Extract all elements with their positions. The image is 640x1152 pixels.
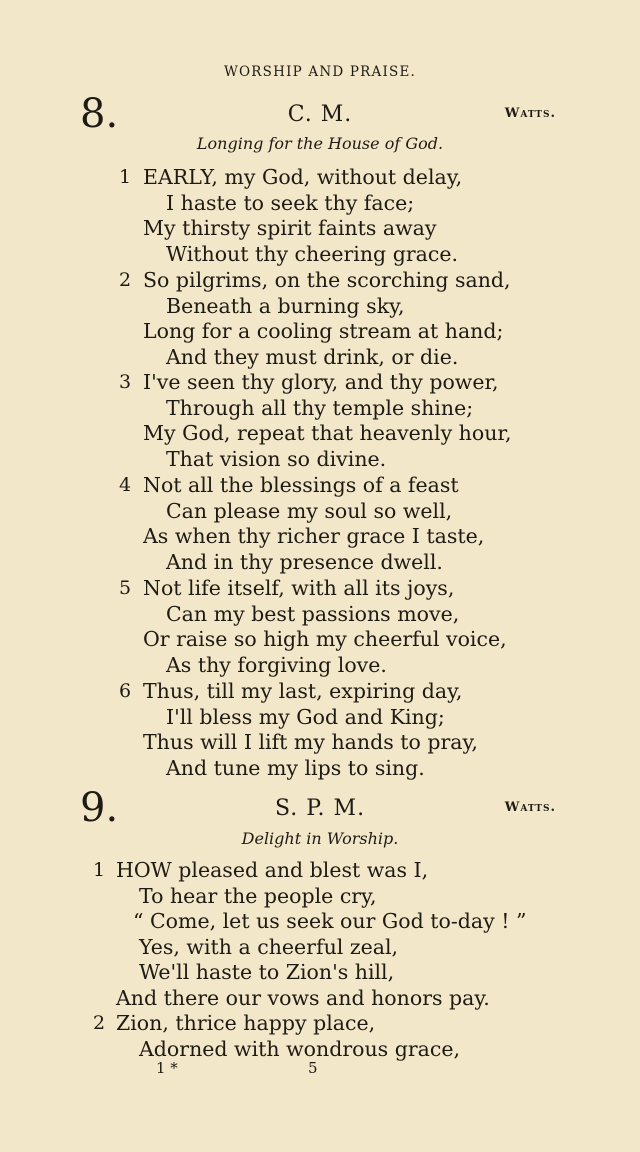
- verse-line: EARLY, my God, without delay,: [143, 165, 463, 189]
- verse-line: To hear the people cry,: [139, 883, 377, 908]
- hymn-subtitle: Longing for the House of God.: [196, 134, 444, 153]
- verse-line: And in thy presence dwell.: [166, 549, 443, 574]
- verse-line: Beneath a burning sky,: [166, 293, 405, 318]
- verse-line: Through all thy temple shine;: [166, 395, 474, 420]
- hymn-author: Watts.: [504, 106, 556, 121]
- stanza-number: 3: [119, 371, 132, 393]
- verse-line: I've seen thy glory, and thy power,: [143, 370, 499, 394]
- verse-line: My God, repeat that heavenly hour,: [143, 421, 512, 445]
- verse-line: Can please my soul so well,: [166, 498, 453, 523]
- stanza: [0, 473, 640, 575]
- stanza-number: 1: [93, 859, 106, 881]
- verse-line: I'll bless my God and King;: [166, 704, 445, 729]
- page-number: 5: [308, 1059, 318, 1077]
- page-footer: [0, 1059, 640, 1083]
- verse-line: Not all the blessings of a feast: [143, 473, 459, 497]
- verse-line: And they must drink, or die.: [166, 344, 459, 369]
- verse-line: Without thy cheering grace.: [166, 241, 458, 266]
- verse-line: Zion, thrice happy place,: [116, 1011, 376, 1035]
- verse-line: HOW pleased and blest was I,: [116, 858, 429, 882]
- stanza-number: 2: [119, 269, 132, 291]
- verse-line: Not life itself, with all its joys,: [143, 576, 455, 600]
- hymn-subtitle: Delight in Worship.: [241, 829, 399, 848]
- stanza: [0, 370, 640, 472]
- stanza-number: 1: [119, 166, 132, 188]
- stanza: [0, 268, 640, 370]
- stanza-number: 5: [119, 577, 132, 599]
- verse-line: Or raise so high my cheerful voice,: [143, 627, 507, 651]
- stanza: [0, 679, 640, 781]
- verse-line: Can my best passions move,: [166, 601, 460, 626]
- verse-line: Thus, till my last, expiring day,: [143, 679, 463, 703]
- verse-line: Yes, with a cheerful zeal,: [139, 934, 399, 959]
- stanza-number: 4: [119, 474, 132, 496]
- hymn-number: 8.: [80, 91, 119, 137]
- verse-line: Long for a cooling stream at hand;: [143, 319, 504, 343]
- stanza: [0, 165, 640, 267]
- verse-line: That vision so divine.: [166, 446, 387, 471]
- stanza: [0, 1011, 640, 1062]
- verse-line: As thy forgiving love.: [166, 652, 387, 677]
- hymn-meter: C. M.: [287, 102, 353, 127]
- verse-line: And tune my lips to sing.: [166, 755, 425, 780]
- verse-line: We'll haste to Zion's hill,: [139, 960, 395, 984]
- verse-line: I haste to seek thy face;: [166, 190, 415, 215]
- stanza: [0, 576, 640, 678]
- verse-line: Adorned with wondrous grace,: [139, 1036, 460, 1061]
- hymn-number: 9.: [80, 785, 119, 831]
- verse-line: “ Come, let us seek our God to-day ! ”: [133, 909, 527, 933]
- stanza-number: 2: [93, 1012, 106, 1034]
- verse-line: My thirsty spirit faints away: [143, 216, 437, 240]
- verse-line: As when thy richer grace I taste,: [143, 524, 485, 548]
- running-head: WORSHIP AND PRAISE.: [223, 64, 417, 80]
- stanza-number: 6: [119, 680, 132, 702]
- verse-line: And there our vows and honors pay.: [116, 985, 490, 1010]
- hymn-meter: S. P. M.: [274, 796, 366, 821]
- hymn-author: Watts.: [504, 800, 556, 815]
- verse-line: Thus will I lift my hands to pray,: [143, 730, 478, 754]
- stanza: [0, 858, 640, 1011]
- verse-line: So pilgrims, on the scorching sand,: [143, 268, 511, 292]
- signature-mark: 1 *: [156, 1059, 178, 1077]
